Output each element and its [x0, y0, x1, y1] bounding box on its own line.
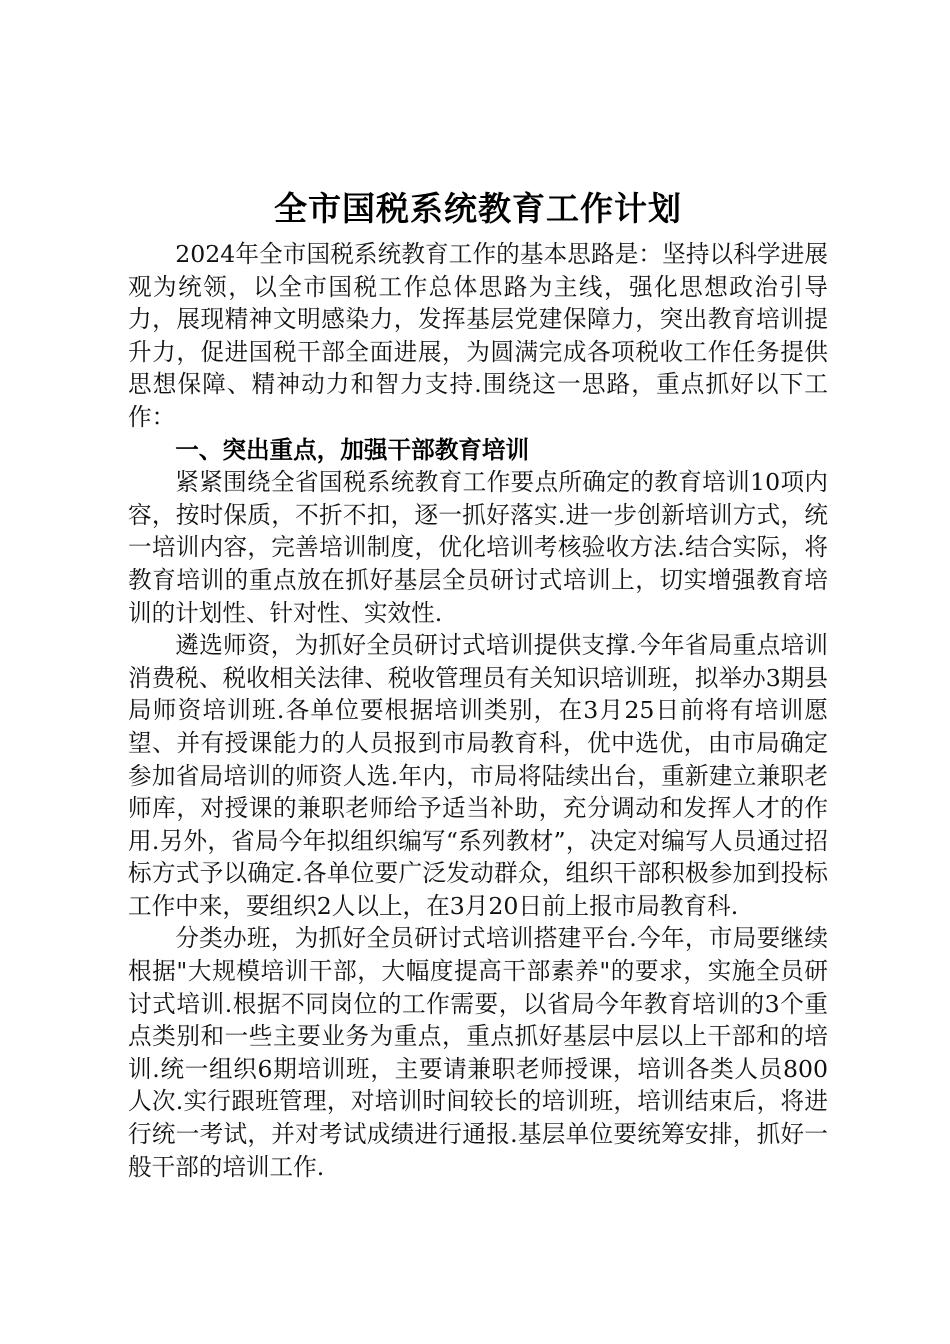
section-paragraph-2: 遴选师资，为抓好全员研讨式培训提供支撑.今年省局重点培训消费税、税收相关法律、税收管理员有关知识培训班，拟举办3期县局师资培训班.各单位要根据培训类别，在3月25日前将有培训愿望、并有授课能力的人员报到市局教育科，优中选优，由市局确定参加省局培训的师资人选.年内，市局将陆续出台，重新建立兼职老师库，对授课的兼职老师给予适当补助，充分调动和发挥人才的作用.另外，省局今年拟组织编写“系列教材”，决定对编写人员通过招标方式予以确定.各单位要广泛发动群众，组织干部积极参加到投标工作中来，要组织2人以上，在3月20日前上报市局教育科.: [128, 631, 828, 920]
document-page: [128, 186, 828, 1183]
section-heading: 一、突出重点，加强干部教育培训: [175, 435, 530, 464]
section-paragraph-1: 紧紧围绕全省国税系统教育工作要点所确定的教育培训10项内容，按时保质，不折不扣，逐一抓好落实.进一步创新培训方式，统一培训内容，完善培训制度，优化培训考核验收方法.结合实际，将教育培训的重点放在抓好基层全员研讨式培训上，切实增强教育培训的计划性、针对性、实效性.: [128, 468, 828, 627]
intro-paragraph: 2024年全市国税系统教育工作的基本思路是：坚持以科学进展观为统领，以全市国税工作总体思路为主线，强化思想政治引导力，展现精神文明感染力，发挥基层党建保障力，突出教育培训提升力，促进国税干部全面进展，为圆满完成各项税收工作任务提供思想保障、精神动力和智力支持.围绕这一思路，重点抓好以下工作：: [128, 240, 828, 431]
document-title: 全市国税系统教育工作计划: [274, 189, 682, 228]
section-paragraph-3: 分类办班，为抓好全员研讨式培训搭建平台.今年，市局要继续根据"大规模培训干部，大幅度提高干部素养"的要求，实施全员研讨式培训.根据不同岗位的工作需要，以省局今年教育培训的3个重点类别和一些主要业务为重点，重点抓好基层中层以上干部和的培训.统一组织6期培训班，主要请兼职老师授课，培训各类人员800人次.实行跟班管理，对培训时间较长的培训班，培训结束后，将进行统一考试，并对考试成绩进行通报.基层单位要统筹安排，抓好一般干部的培训工作.: [128, 924, 828, 1181]
